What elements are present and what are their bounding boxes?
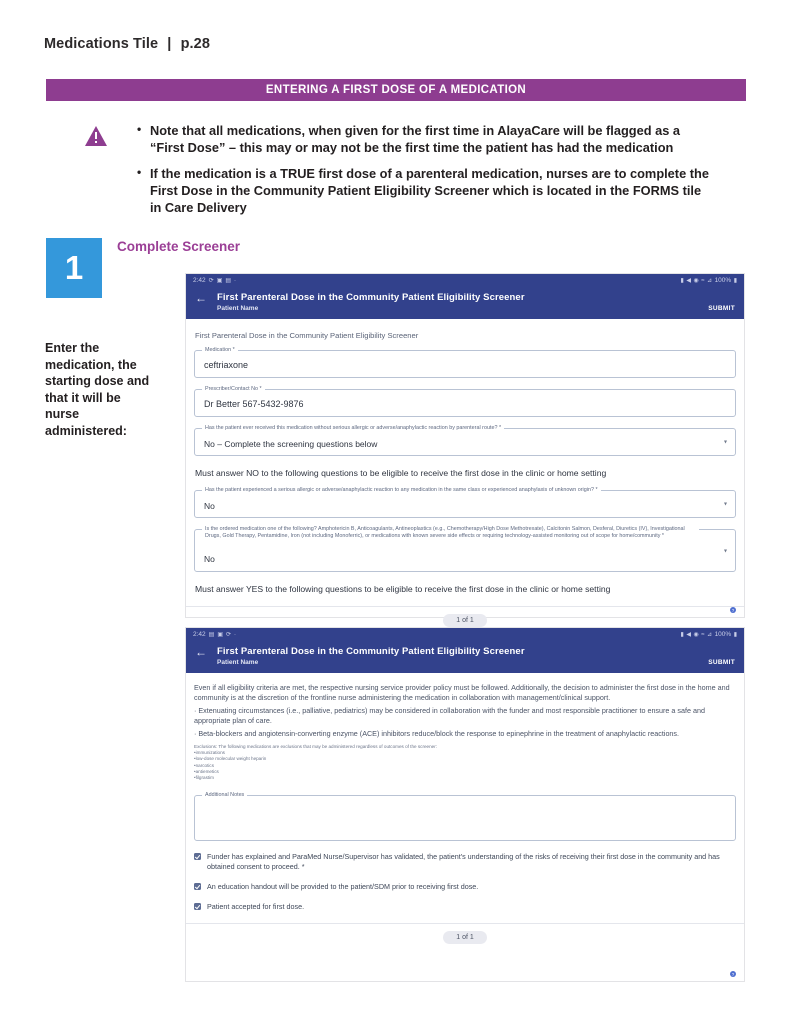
volume-icon: ◀ bbox=[686, 631, 691, 638]
prescriber-contact-field[interactable] bbox=[194, 386, 736, 417]
screenshot-first-form bbox=[185, 273, 745, 624]
prescriber-contact-field-value: Dr Better 567-5432-9876 bbox=[204, 399, 304, 409]
step-title: Complete Screener bbox=[117, 239, 241, 254]
help-icon[interactable]: ? bbox=[731, 971, 735, 977]
serious-allergic-reaction-select-value: No bbox=[204, 501, 215, 511]
patient-accepted-checkbox-row[interactable] bbox=[194, 902, 736, 911]
section-banner-title: ENTERING A FIRST DOSE OF A MEDICATION bbox=[265, 84, 527, 96]
medication-field-value: ceftriaxone bbox=[204, 360, 249, 370]
serious-allergic-reaction-select-label: Has the patient experienced a serious allergic or adverse/anaphylactic reaction to any medication in the same class or experienced anaphylaxis of unknown origin? * bbox=[202, 487, 601, 494]
location-icon: ◉ bbox=[693, 631, 699, 638]
extenuating-circumstances-paragraph: · Extenuating circumstances (i.e., palliative, pediatrics) may be considered in collaboration with the funder and most responsible practitioner to ensure a safe and appropriate plan of care. bbox=[194, 706, 705, 725]
battery-icon: ▮ bbox=[733, 631, 737, 638]
serious-allergic-reaction-select[interactable] bbox=[194, 487, 736, 518]
screenshot-second-form bbox=[185, 627, 745, 982]
step-instruction-text: Enter the medication, the starting dose and that it will be nurse administered: bbox=[45, 341, 150, 438]
app-bar bbox=[186, 287, 744, 319]
medication-field-label: Medication * bbox=[202, 347, 238, 354]
signal-icon: ⊿ bbox=[707, 631, 713, 638]
chevron-down-icon[interactable]: ▾ bbox=[723, 548, 727, 554]
more-icon: · bbox=[234, 277, 237, 284]
exclusion-item: •narcotics bbox=[194, 762, 214, 768]
must-answer-no-note: Must answer NO to the following questions to be eligible to receive the first dose in the clinic or home setting bbox=[195, 468, 607, 478]
prior-reaction-select[interactable] bbox=[194, 425, 736, 456]
status-bar-time: 2:42 bbox=[193, 277, 206, 284]
document-title: Medications Tile bbox=[44, 36, 159, 52]
prior-reaction-select-label: Has the patient ever received this medication without serious allergic or adverse/anaphylactic reaction by parenteral route? * bbox=[202, 425, 504, 432]
battery-icon: ▮ bbox=[733, 277, 737, 284]
back-arrow-icon[interactable]: ← bbox=[195, 645, 207, 659]
app-bar-title: First Parenteral Dose in the Community Patient Eligibility Screener bbox=[217, 646, 525, 657]
sync-icon: ⟳ bbox=[226, 631, 232, 638]
help-icon[interactable]: ? bbox=[731, 607, 735, 613]
policy-paragraph: Even if all eligibility criteria are met, the respective nursing service provider policy must be followed. Additionally, the decision to administer the first dose in the home and community is at the discretion of the frontline nurse administering the medication in collaboration with management/clinical support. bbox=[194, 683, 730, 702]
app-bar-subtitle: Patient Name bbox=[217, 305, 259, 312]
beta-blockers-paragraph: · Beta-blockers and angiotensin-converting enzyme (ACE) inhibitors reduce/block the response to epinephrine in the treatment of anaphylactic reactions. bbox=[194, 729, 680, 739]
additional-notes-label: Additional Notes bbox=[202, 792, 247, 799]
more-icon: · bbox=[234, 631, 237, 638]
form-body bbox=[186, 319, 744, 595]
exclusions-intro: Exclusions: The following medications are exclusions that may be administered regardless of outcomes of the screener: bbox=[194, 743, 437, 749]
patient-accepted-checkbox-label: Patient accepted for first dose. bbox=[207, 902, 305, 912]
app-bar bbox=[186, 641, 744, 673]
ordered-medication-list-select-value: No bbox=[204, 554, 215, 564]
exclusions-block bbox=[194, 744, 736, 781]
ordered-medication-list-select[interactable] bbox=[194, 526, 736, 572]
wifi-icon: ≈ bbox=[701, 277, 705, 284]
breadcrumb-separator: | bbox=[167, 36, 172, 52]
prescriber-contact-field-label: Prescriber/Contact No * bbox=[202, 386, 265, 393]
form-heading: First Parenteral Dose in the Community Patient Eligibility Screener bbox=[195, 331, 419, 340]
list-item: • Note that all medications, when given for the first time in AlayaCare will be flagged as a “First Dose” – this may or may not be the first time the patient has had the medication bbox=[137, 122, 712, 156]
warning-bullet-list bbox=[137, 122, 712, 225]
status-bar bbox=[186, 628, 744, 641]
page-number: p.28 bbox=[180, 36, 211, 52]
app-bar-subtitle: Patient Name bbox=[217, 659, 259, 666]
status-bar-time: 2:42 bbox=[193, 631, 206, 638]
list-item: • If the medication is a TRUE first dose of a parenteral medication, nurses are to complete the First Dose in the Community Patient Eligibility Screener which is located in the FORMS tile in Care Delivery bbox=[137, 165, 712, 216]
back-arrow-icon[interactable]: ← bbox=[195, 291, 207, 305]
submit-button[interactable]: SUBMIT bbox=[708, 305, 735, 312]
additional-notes-value bbox=[195, 796, 735, 812]
chevron-down-icon[interactable]: ▾ bbox=[723, 439, 727, 446]
wifi-icon: ≈ bbox=[701, 631, 705, 638]
step-number-box bbox=[46, 238, 102, 298]
chevron-down-icon[interactable]: ▾ bbox=[723, 501, 727, 508]
page-indicator bbox=[186, 924, 744, 949]
battery-saver-icon: ▮ bbox=[680, 277, 684, 284]
warning-triangle-icon bbox=[84, 125, 108, 147]
medication-field[interactable] bbox=[194, 347, 736, 378]
sync-icon: ⟳ bbox=[208, 277, 214, 284]
checkbox-checked-icon[interactable] bbox=[194, 883, 201, 890]
signal-icon: ⊿ bbox=[707, 277, 713, 284]
battery-percentage: 100% bbox=[714, 631, 732, 638]
breadcrumb bbox=[44, 36, 210, 52]
education-handout-checkbox-row[interactable] bbox=[194, 882, 736, 891]
exclusion-item: •antiemetics bbox=[194, 768, 219, 774]
submit-button[interactable]: SUBMIT bbox=[708, 659, 735, 666]
consent-checkbox-row[interactable] bbox=[194, 852, 736, 871]
page-indicator-label: 1 of 1 bbox=[443, 931, 487, 944]
education-handout-checkbox-label: An education handout will be provided to the patient/SDM prior to receiving first dose. bbox=[207, 882, 479, 891]
page-indicator-label: 1 of 1 bbox=[443, 614, 487, 627]
camera-icon: ▤ bbox=[225, 277, 232, 284]
volume-icon: ◀ bbox=[686, 277, 691, 284]
additional-notes-field[interactable] bbox=[194, 792, 736, 841]
image-icon: ▣ bbox=[216, 277, 223, 284]
exclusion-item: •immunizations bbox=[194, 750, 225, 756]
status-bar bbox=[186, 274, 744, 287]
must-answer-yes-note: Must answer YES to the following questions to be eligible to receive the first dose in the clinic or home setting bbox=[195, 584, 611, 594]
form-body bbox=[186, 673, 744, 912]
location-icon: ◉ bbox=[693, 277, 699, 284]
camera-icon: ▤ bbox=[208, 631, 215, 638]
exclusion-item: •filgrastim bbox=[194, 774, 214, 780]
battery-saver-icon: ▮ bbox=[680, 631, 684, 638]
app-bar-title: First Parenteral Dose in the Community Patient Eligibility Screener bbox=[217, 292, 525, 303]
checkbox-checked-icon[interactable] bbox=[194, 853, 201, 860]
ordered-medication-list-select-label: Is the ordered medication one of the following? Amphotericin B, Anticoagulants, Antineoplastics (e.g., Chemotherapy/High Dose Methotrexate), Calcitonin Salmon, Desferal, Diuretics (IV), Investigational Drugs, Gold Therapy, Pentamidine, Iron (not including Monoferric), or medications with known severe side effects or requiring technology-assisted monitoring out of scope for home/community * bbox=[202, 526, 699, 539]
checkbox-checked-icon[interactable] bbox=[194, 903, 201, 910]
exclusion-item: •low-dose molecular weight heparin bbox=[194, 756, 267, 762]
section-banner bbox=[46, 79, 746, 101]
image-icon: ▣ bbox=[217, 631, 223, 638]
prior-reaction-select-value: No – Complete the screening questions below bbox=[204, 439, 378, 449]
step-number: 1 bbox=[64, 249, 84, 286]
battery-percentage: 100% bbox=[714, 277, 732, 284]
consent-checkbox-label: Funder has explained and ParaMed Nurse/Supervisor has validated, the patient's understanding of the risks of receiving their first dose in the community and has obtained consent to proceed. * bbox=[207, 852, 720, 871]
